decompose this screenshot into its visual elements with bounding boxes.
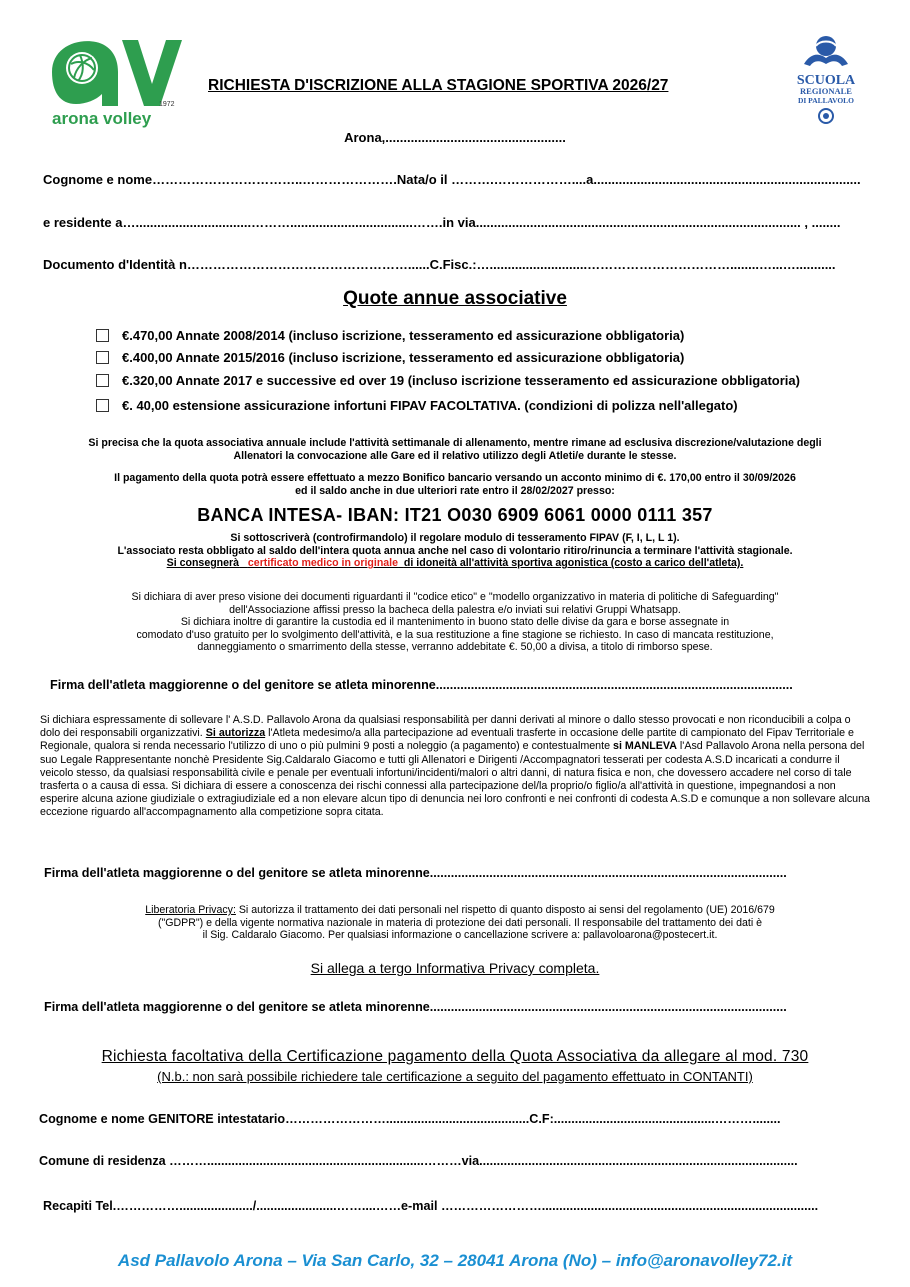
- liability-text: l'Asd Pallavolo Arona nella persona del suo Legale Rappresentante nonchè Presidente Sig.Caldaralo Giacomo e tutti gli Allenatori e Dirigenti /Accompagnatori tesserati per codesta A.S.D incaricati a condurre il veicolo stesso, da qualsiasi responsabilità civile e penale per eventuali infortuni/incidenti/malori o altri danni, di natura fisica e non, che dovessero accadere nel corso di tale trasferta o a causa di essa. Si dichiara di essere a conoscenza dei rischi connessi alla partecipazione del/la proprio/o figlio/a all'attività in questione, impegnandosi a non esperire alcuna azione giudiziale o extragiudiziale ed a non elevare alcun tipo di denuncia nei loro confronti e nei confronti di codesta A.S.D e comunque a non sollevare alcuna eccezione riguardo all'accompagnamento alla competizione sopra citata.: [40, 740, 871, 819]
- cert-red-text: certificato medico in originale: [247, 557, 399, 569]
- checkbox[interactable]: [96, 329, 109, 342]
- manleva-text: si MANLEVA: [613, 740, 677, 753]
- svg-text:1972: 1972: [159, 101, 175, 108]
- payment-note-line: ed il saldo anche in due ulteriori rate entro il 28/02/2027 presso:: [295, 484, 615, 497]
- fee-option-2015-2016[interactable]: [96, 350, 684, 365]
- checkbox[interactable]: [96, 374, 109, 387]
- checkbox[interactable]: [96, 351, 109, 364]
- page-title: RICHIESTA D'ISCRIZIONE ALLA STAGIONE SPORTIVA 2026/27: [208, 77, 669, 94]
- ethics-notes: [40, 591, 870, 654]
- document-field[interactable]: Documento d'Identità n……………………………………………......C.Fisc.:…...........................……………………………........…...…...........: [43, 257, 836, 272]
- privacy-label: Liberatoria Privacy:: [145, 904, 236, 916]
- footer-contact: Asd Pallavolo Arona – Via San Carlo, 32 – 28041 Arona (No) – info@aronavolley72.it: [117, 1251, 793, 1270]
- ethics-line: Si dichiara di aver preso visione dei documenti riguardanti il "codice etico" e "modello organizzativo in materia di politiche di Safeguarding": [131, 591, 779, 603]
- privacy-attachment-note: Si allega a tergo Informativa Privacy completa.: [310, 960, 600, 976]
- payment-note: [40, 472, 870, 497]
- privacy-text: Si autorizza il trattamento dei dati personali nel rispetto di quanto disposto ai sensi del regolamento (UE) 2016/679: [235, 904, 775, 916]
- fee-label: €.400,00 Annate 2015/2016 (incluso iscrizione, tesseramento ed assicurazione obbligatoria): [122, 350, 685, 365]
- signature-field-1[interactable]: Firma dell'atleta maggiorenne o del genitore se atleta minorenne......................................................................................................: [50, 678, 793, 692]
- signature-field-3[interactable]: Firma dell'atleta maggiorenne o del genitore se atleta minorenne......................................................................................................: [44, 1000, 787, 1014]
- name-birth-field[interactable]: Cognome e nome……………………………..………………….Nata/o il ……….………………....a..........................................................................: [43, 172, 861, 187]
- obligation-note: L'associato resta obbligato al saldo dell'intera quota annua anche nel caso di volontario ritiro/rinuncia a terminare l'attività stagionale.: [117, 544, 793, 557]
- cert-suffix: di idoneità all'attività sportiva agonistica (costo a carico dell'atleta).: [403, 557, 744, 569]
- liability-text: Si dichiara espressamente di sollevare l' A.S.D. Pallavolo Arona da qualsiasi responsabilità per danni derivati al minore o dallo stesso provocati e non riconducibili a colpa o dolo dei responsabili organizzativi.: [40, 714, 851, 740]
- svg-text:SCUOLA: SCUOLA: [796, 73, 856, 88]
- school-crest-icon: [780, 30, 872, 130]
- fee-option-2017-over19[interactable]: [96, 373, 800, 388]
- privacy-consent: [60, 904, 860, 942]
- fee-option-2008-2014[interactable]: [96, 328, 684, 343]
- liability-text: l'Atleta medesimo/a alla partecipazione ad eventuali trasferte in occasione delle partite di campionato del Fipav Territoriale e Regionale, qualora si renda necessario l'utilizzo di uno o più pulmini 9 posti a noleggio (a pagamento) e contestualmente: [40, 727, 854, 753]
- privacy-line: il Sig. Caldaralo Giacomo. Per qualsiasi informazione o cancellazione scrivere a: pallavoloarona@postecert.it.: [202, 929, 718, 941]
- residence-field[interactable]: e residente a…................................………..................................…….in via.......................................................................................... , ........: [43, 215, 841, 230]
- date-place-field[interactable]: Arona,..................................................: [344, 130, 566, 145]
- cert-prefix: Si consegnerà: [166, 557, 240, 569]
- svg-text:REGIONALE: REGIONALE: [800, 86, 852, 96]
- privacy-line: [60, 904, 860, 917]
- ethics-line: comodato d'uso gratuito per lo svolgimento dell'attività, e la sua restituzione a fine stagione se richiesto. In caso di mancata restituzione,: [136, 628, 774, 641]
- scuola-regionale-logo: [780, 30, 872, 130]
- quota-note-line: Allenatori la convocazione alle Gare ed il relativo utilizzo degli Atleti/e durante le stesse.: [233, 449, 677, 462]
- quota-note: [40, 437, 870, 462]
- checkbox[interactable]: [96, 399, 109, 412]
- volleyball-logo-icon: [44, 34, 194, 130]
- fee-option-insurance[interactable]: [96, 398, 738, 413]
- quota-note-line: Si precisa che la quota associativa annuale include l'attività settimanale di allenamento, mentre rimane ad esclusiva discrezione/valutazione degli: [88, 437, 822, 449]
- bank-iban: BANCA INTESA- IBAN: IT21 O030 6909 6061 0000 0111 357: [197, 505, 713, 525]
- ethics-line: danneggiamento o smarrimento della stesse, verranno addebitate €. 50,00 a divisa, a titolo di rimborso spese.: [197, 641, 713, 653]
- authorize-text: Si autorizza: [205, 727, 266, 740]
- certification-note: (N.b.: non sarà possibile richiedere tale certificazione a seguito del pagamento effettuato in CONTANTI): [157, 1069, 753, 1084]
- medical-certificate-note: [40, 557, 870, 570]
- parent-name-field[interactable]: Cognome e nome GENITORE intestatario…………………….........................................C.F:..............................................………........: [39, 1112, 781, 1126]
- payment-note-line: Il pagamento della quota potrà essere effettuato a mezzo Bonifico bancario versando un acconto minimo di €. 170,00 entro il 30/09/2026: [114, 472, 796, 484]
- certification-title: Richiesta facoltativa della Certificazione pagamento della Quota Associativa da allegare al mod. 730: [101, 1048, 809, 1065]
- svg-text:arona volley: arona volley: [52, 109, 152, 128]
- fee-label: €.320,00 Annate 2017 e successive ed over 19 (incluso iscrizione tesseramento ed assicurazione obbligatoria): [122, 373, 800, 388]
- fee-label: €.470,00 Annate 2008/2014 (incluso iscrizione, tesseramento ed assicurazione obbligatoria): [122, 328, 685, 343]
- arona-volley-logo: [44, 34, 194, 130]
- privacy-line: ("GDPR") e della vigente normativa nazionale in materia di protezione dei dati personali. Il responsabile del trattamento dei dati è: [157, 916, 763, 929]
- registration-notes: [40, 532, 870, 570]
- fees-title: Quote annue associative: [343, 288, 567, 309]
- residence-comune-field[interactable]: Comune di residenza ………..............................................................………via...........................................................................................: [39, 1154, 798, 1168]
- liability-waiver: [40, 714, 872, 820]
- svg-text:DI PALLAVOLO: DI PALLAVOLO: [797, 96, 855, 105]
- ethics-line: Si dichiara inoltre di garantire la custodia ed il mantenimento in buono stato delle divise da gara e borse assegnate in: [180, 616, 730, 628]
- ethics-line: dell'Associazione affissi presso la bacheca della palestra e/o inviati sui relativi Gruppi Whatsapp.: [229, 603, 681, 616]
- fee-label: €. 40,00 estensione assicurazione infortuni FIPAV FACOLTATIVA. (condizioni di polizza nell'allegato): [122, 398, 738, 413]
- contacts-field[interactable]: Recapiti Tel.……………...................../.......................……....……e-mail ……………………...............................................................................: [43, 1199, 819, 1213]
- fipav-module-note: Si sottoscriverà (controfirmandolo) il regolare modulo di tesseramento FIPAV (F, I, L, L 1).: [230, 532, 680, 544]
- signature-field-2[interactable]: Firma dell'atleta maggiorenne o del genitore se atleta minorenne......................................................................................................: [44, 866, 787, 880]
